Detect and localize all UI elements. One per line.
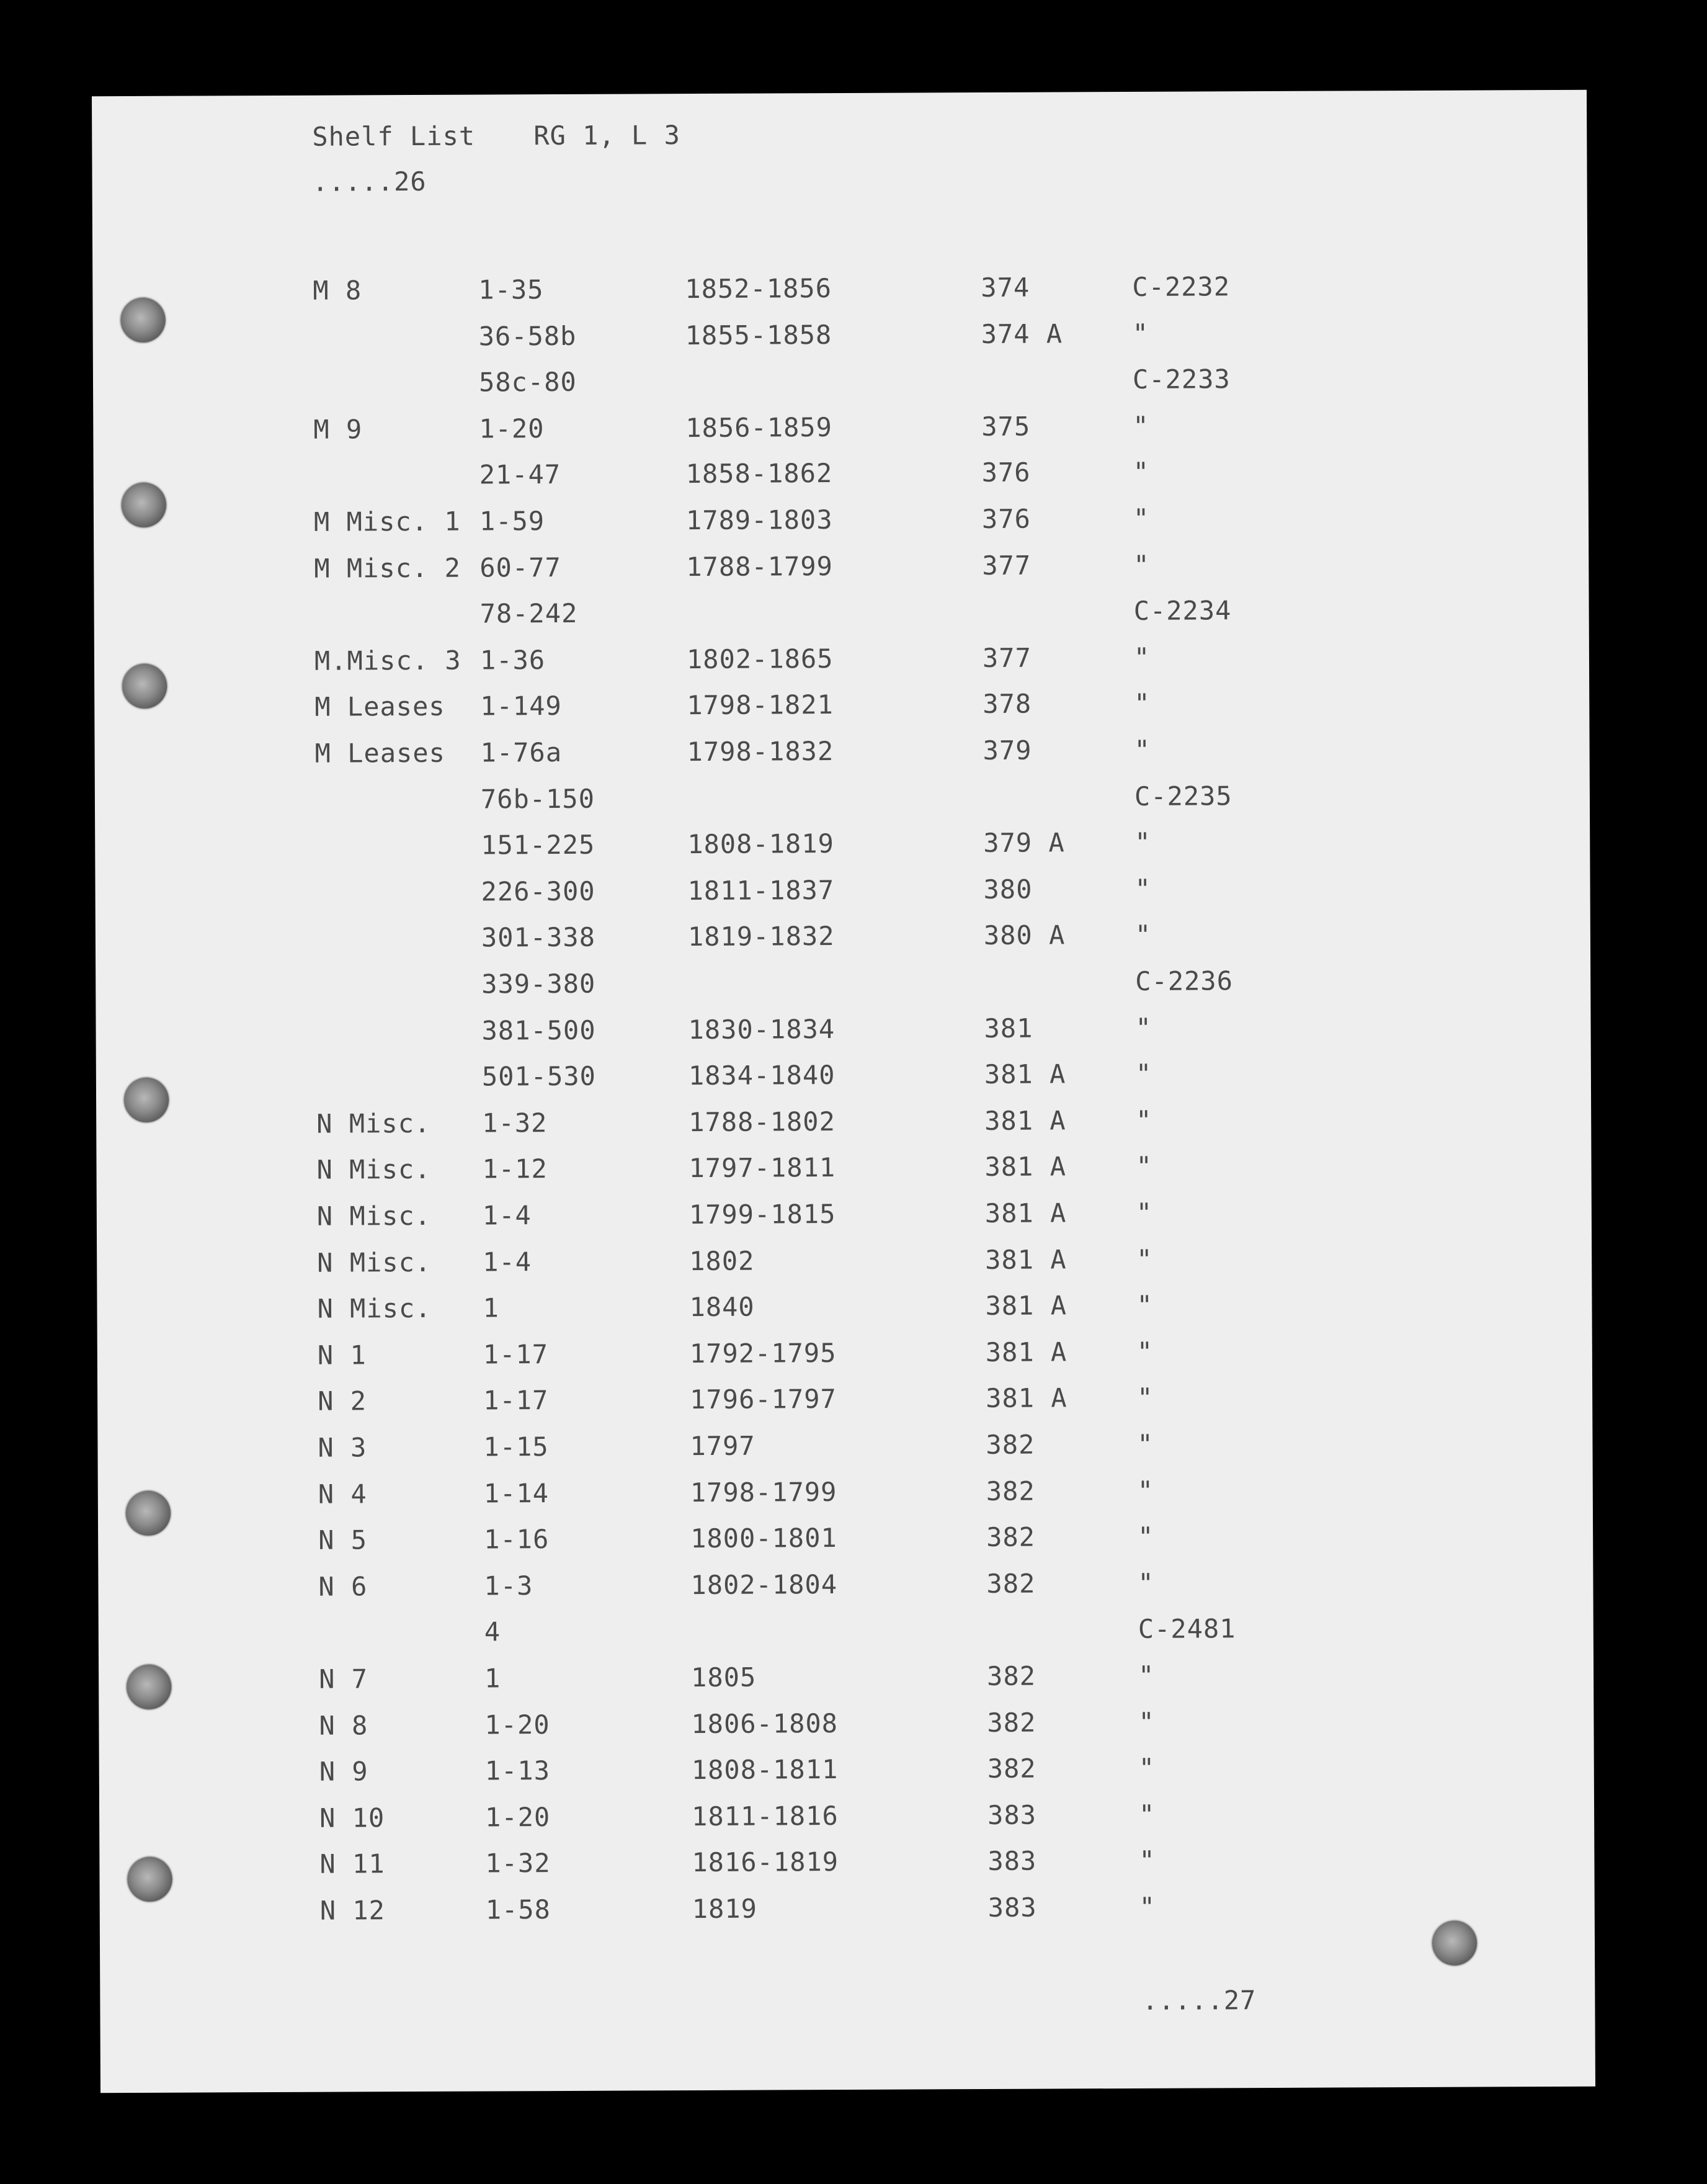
row-item-numbers: 1-35 — [478, 274, 544, 305]
row-item-numbers: 1-149 — [480, 690, 562, 722]
row-box-number: 381 — [984, 1013, 1033, 1044]
row-item-numbers: 1-4 — [482, 1200, 532, 1231]
row-item-numbers: 151-225 — [481, 829, 595, 861]
row-box-number: 379 A — [983, 827, 1065, 859]
row-reel-number: C-2235 — [1134, 781, 1232, 812]
row-reel-number: C-2233 — [1132, 364, 1231, 395]
row-reel-number: " — [1137, 1428, 1154, 1459]
row-box-number: 382 — [986, 1429, 1035, 1461]
row-dates: 1855-1858 — [685, 320, 832, 351]
row-reel-number: " — [1133, 549, 1150, 580]
row-item-numbers: 1-3 — [484, 1570, 533, 1601]
row-reel-number: " — [1138, 1567, 1154, 1598]
row-reel-number: C-2236 — [1135, 965, 1234, 996]
row-item-numbers: 36-58b — [478, 320, 577, 352]
record-group-reference: RG 1, L 3 — [533, 120, 680, 151]
row-dates: 1834-1840 — [688, 1060, 836, 1091]
row-dates: 1800-1801 — [690, 1523, 837, 1554]
row-item-numbers: 1-12 — [482, 1153, 548, 1184]
row-reel-number: " — [1139, 1845, 1156, 1876]
row-box-number: 378 — [983, 688, 1032, 720]
row-item-numbers: 501-530 — [481, 1060, 597, 1092]
row-item-numbers: 1-16 — [484, 1524, 550, 1555]
row-item-numbers: 1-4 — [483, 1246, 532, 1278]
punch-hole — [127, 1665, 171, 1709]
row-series: M.Misc. 3 — [314, 645, 461, 676]
row-box-number: 383 — [987, 1799, 1037, 1830]
row-item-numbers: 58c-80 — [478, 366, 577, 398]
row-dates: 1805 — [691, 1662, 757, 1693]
row-reel-number: " — [1138, 1521, 1154, 1552]
document-title: Shelf List — [312, 120, 476, 152]
row-box-number: 383 — [987, 1845, 1037, 1876]
row-box-number: 380 A — [983, 920, 1066, 951]
row-item-numbers: 1 — [483, 1292, 499, 1323]
row-item-numbers: 339-380 — [481, 968, 596, 1000]
row-series: N Misc. — [317, 1246, 432, 1278]
row-box-number: 377 — [982, 550, 1032, 581]
row-item-numbers: 76b-150 — [480, 783, 595, 815]
row-dates: 1856-1859 — [685, 412, 833, 444]
row-item-numbers: 1-13 — [484, 1755, 551, 1786]
row-series: N 11 — [319, 1848, 385, 1879]
row-item-numbers: 4 — [484, 1616, 501, 1647]
punch-hole — [124, 1078, 169, 1122]
row-series: N 2 — [318, 1385, 367, 1416]
shelf-list-page — [92, 90, 1595, 2093]
row-item-numbers: 1 — [484, 1663, 501, 1694]
row-reel-number: " — [1134, 873, 1151, 904]
row-dates: 1852-1856 — [685, 273, 832, 305]
row-box-number: 381 A — [984, 1151, 1067, 1183]
row-dates: 1798-1799 — [690, 1477, 837, 1508]
row-dates: 1816-1819 — [692, 1846, 839, 1878]
row-reel-number: " — [1134, 919, 1152, 950]
row-reel-number: " — [1133, 410, 1149, 441]
row-series: M Misc. 2 — [314, 552, 461, 584]
row-series: N 10 — [319, 1802, 385, 1833]
row-item-numbers: 1-36 — [479, 645, 546, 676]
row-box-number: 381 A — [985, 1244, 1067, 1276]
row-item-numbers: 21-47 — [479, 459, 561, 490]
row-dates: 1798-1832 — [687, 736, 834, 768]
row-item-numbers: 1-14 — [483, 1478, 550, 1509]
row-box-number: 381 A — [984, 1197, 1067, 1229]
row-dates: 1819 — [692, 1893, 758, 1925]
row-dates: 1819-1832 — [687, 921, 835, 952]
row-box-number: 375 — [981, 411, 1031, 442]
page-continuation-marker: .....26 — [312, 166, 427, 197]
punch-hole — [1432, 1921, 1477, 1966]
row-reel-number: " — [1138, 1752, 1156, 1783]
row-dates: 1788-1799 — [686, 551, 833, 583]
row-item-numbers: 1-32 — [485, 1848, 551, 1879]
row-series: N 3 — [318, 1432, 367, 1463]
row-series: M 9 — [313, 414, 363, 445]
row-item-numbers: 226-300 — [481, 875, 595, 907]
row-reel-number: C-2234 — [1133, 595, 1232, 626]
row-reel-number: C-2232 — [1132, 271, 1231, 302]
row-reel-number: " — [1136, 1289, 1153, 1320]
punch-hole — [126, 1491, 171, 1536]
row-dates: 1806-1808 — [691, 1708, 839, 1740]
row-series: N Misc. — [316, 1108, 431, 1139]
row-item-numbers: 1-76a — [480, 736, 563, 768]
row-dates: 1840 — [689, 1291, 755, 1323]
row-reel-number: " — [1134, 734, 1151, 765]
row-box-number: 382 — [986, 1521, 1036, 1553]
row-item-numbers: 1-20 — [479, 413, 545, 444]
row-series: N 5 — [318, 1524, 368, 1555]
punch-hole — [122, 483, 166, 527]
row-dates: 1796-1797 — [690, 1384, 837, 1415]
row-series: M Misc. 1 — [313, 506, 461, 537]
row-box-number: 381 A — [985, 1290, 1067, 1322]
row-reel-number: " — [1133, 642, 1151, 673]
row-reel-number: " — [1136, 1243, 1153, 1274]
row-dates: 1811-1816 — [691, 1801, 839, 1832]
row-item-numbers: 1-20 — [484, 1709, 550, 1740]
row-dates: 1808-1819 — [687, 828, 834, 860]
row-series: N Misc. — [317, 1292, 432, 1324]
row-dates: 1858-1862 — [685, 458, 833, 490]
row-reel-number: " — [1134, 826, 1151, 857]
row-dates: 1802-1865 — [686, 643, 834, 675]
punch-hole — [120, 298, 165, 342]
row-series: M 8 — [313, 275, 362, 306]
row-item-numbers: 1-17 — [483, 1385, 549, 1416]
row-series: N 7 — [319, 1663, 368, 1694]
row-series: M Leases — [314, 691, 445, 722]
row-reel-number: " — [1138, 1706, 1155, 1737]
row-dates: 1802-1804 — [690, 1569, 838, 1601]
row-dates: 1811-1837 — [687, 875, 835, 906]
row-reel-number: " — [1136, 1336, 1154, 1367]
row-reel-number: " — [1136, 1197, 1153, 1228]
row-box-number: 382 — [987, 1707, 1036, 1738]
row-reel-number: " — [1135, 1012, 1152, 1043]
row-box-number: 379 — [983, 735, 1032, 766]
row-box-number: 382 — [987, 1660, 1036, 1692]
row-item-numbers: 1-59 — [479, 506, 545, 537]
row-series: N 12 — [319, 1895, 386, 1926]
row-reel-number: " — [1133, 503, 1150, 534]
row-reel-number: " — [1139, 1891, 1156, 1922]
next-page-marker: .....27 — [1142, 1985, 1257, 2016]
row-reel-number: " — [1138, 1660, 1155, 1691]
row-reel-number: " — [1135, 1058, 1152, 1089]
row-dates: 1788-1802 — [689, 1106, 836, 1138]
row-reel-number: " — [1136, 1150, 1152, 1181]
row-series: N Misc. — [316, 1153, 431, 1185]
row-reel-number: " — [1138, 1799, 1156, 1830]
row-reel-number: " — [1134, 687, 1151, 718]
row-item-numbers: 1-17 — [483, 1339, 549, 1370]
row-dates: 1797-1811 — [689, 1152, 836, 1184]
row-item-numbers: 301-338 — [481, 921, 596, 953]
row-item-numbers: 381-500 — [481, 1014, 596, 1046]
row-reel-number: " — [1132, 318, 1149, 349]
row-series: N Misc. — [316, 1200, 431, 1232]
row-dates: 1789-1803 — [685, 504, 833, 536]
row-item-numbers: 1-58 — [485, 1894, 551, 1925]
row-box-number: 381 A — [984, 1058, 1066, 1090]
row-dates: 1802 — [689, 1245, 755, 1277]
row-item-numbers: 1-20 — [484, 1802, 551, 1833]
row-item-numbers: 1-32 — [482, 1108, 548, 1139]
row-box-number: 382 — [986, 1475, 1035, 1507]
row-box-number: 382 — [987, 1753, 1036, 1784]
row-reel-number: " — [1137, 1382, 1154, 1413]
row-box-number: 377 — [982, 642, 1032, 674]
row-series: N 4 — [318, 1479, 367, 1510]
row-reel-number: " — [1133, 456, 1150, 487]
row-reel-number: " — [1137, 1475, 1154, 1506]
row-series: N 8 — [319, 1710, 368, 1741]
row-box-number: 376 — [981, 503, 1031, 535]
row-box-number: 376 — [981, 457, 1031, 488]
row-dates: 1798-1821 — [687, 689, 834, 721]
row-series: M Leases — [314, 737, 446, 769]
row-dates: 1808-1811 — [691, 1754, 839, 1786]
row-box-number: 381 A — [984, 1105, 1066, 1137]
row-series: N 9 — [319, 1756, 368, 1787]
row-series: N 6 — [318, 1571, 368, 1602]
row-dates: 1799-1815 — [689, 1199, 836, 1230]
row-reel-number: " — [1136, 1104, 1152, 1135]
row-box-number: 374 — [981, 272, 1030, 303]
row-dates: 1797 — [690, 1430, 755, 1462]
row-item-numbers: 1-15 — [483, 1431, 549, 1462]
punch-hole — [122, 664, 167, 709]
row-box-number: 381 A — [985, 1336, 1067, 1368]
row-box-number: 382 — [986, 1568, 1036, 1600]
row-dates: 1792-1795 — [689, 1338, 837, 1369]
row-item-numbers: 60-77 — [479, 552, 561, 583]
punch-hole — [127, 1857, 172, 1902]
row-dates: 1830-1834 — [688, 1014, 836, 1045]
row-series: N 1 — [317, 1340, 367, 1371]
row-box-number: 381 A — [986, 1382, 1067, 1414]
row-box-number: 383 — [987, 1892, 1037, 1923]
row-box-number: 374 A — [981, 318, 1063, 350]
row-box-number: 380 — [983, 874, 1033, 905]
row-reel-number: C-2481 — [1138, 1613, 1236, 1644]
row-item-numbers: 78-242 — [479, 597, 578, 629]
